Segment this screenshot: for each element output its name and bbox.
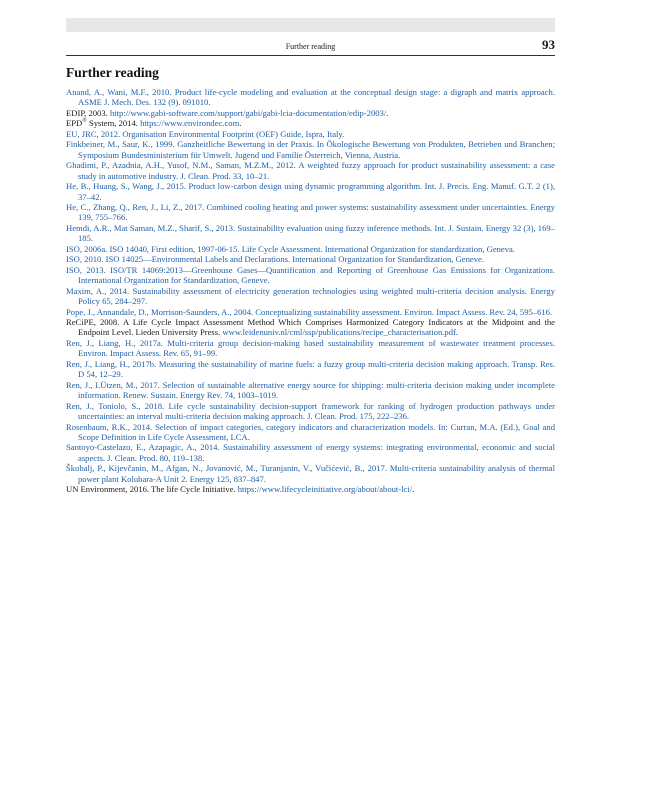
reference-item[interactable] <box>66 223 555 244</box>
reference-link[interactable]: www.leidenuniv.nl/cml/ssp/publications/recipe_characterisation.pdf <box>222 327 456 338</box>
reference-item[interactable] <box>66 401 555 422</box>
reference-item[interactable] <box>66 181 555 202</box>
reference-tail: . <box>455 327 459 338</box>
reference-item[interactable] <box>66 338 555 359</box>
reference-text: EDIP, 2003. <box>66 107 110 118</box>
reference-text-cont: System, 2014. <box>86 118 141 129</box>
reference-item[interactable] <box>66 380 555 401</box>
reference-link[interactable]: http://www.gabi-software.com/support/gabi/gabi-lcia-documentation/edip-2003/ <box>109 107 387 118</box>
reference-text: ISO, 2013. ISO/TR 14069:2013—Greenhouse Gases—Quantification and Reporting of Greenhouse Gas Emissions for Organizations. International Organization for Standardization, Geneve. <box>66 264 555 286</box>
reference-link[interactable]: https://www.environdec.com <box>140 118 240 129</box>
page-number: 93 <box>542 37 555 52</box>
registered-mark: ® <box>82 118 87 125</box>
reference-text: He, C., Zhang, Q., Ren, J., Li, Z., 2017. Combined cooling heating and power systems: sustainability assessment under uncertainties. Energy 139, 755–766. <box>66 201 555 223</box>
reference-text: Ren, J., Liang, H., 2017a. Multi-criteria group decision-making based sustainability measurement of wastewater treatment processes. Environ. Impact Assess. Rev. 65, 91–99. <box>66 337 555 359</box>
reference-item[interactable] <box>66 442 555 463</box>
reference-item[interactable] <box>66 265 555 286</box>
reference-item <box>66 118 555 128</box>
reference-tail: . <box>412 484 415 495</box>
section-title: Further reading <box>66 65 159 80</box>
reference-item[interactable] <box>66 139 555 160</box>
reference-item[interactable] <box>66 254 555 264</box>
reference-item[interactable] <box>66 202 555 223</box>
reference-text: Maxim, A., 2014. Sustainability assessment of electricity generation technologies using weighted multi-criteria decision analysis. Energy Policy 65, 284–297. <box>66 285 555 307</box>
reference-text: ISO, 2006a. ISO 14040, First edition, 1997-06-15. Life Cycle Assessment. International Organization for standardization, Geneva. <box>66 243 516 254</box>
reference-text: Ren, J., Toniolo, S., 2018. Life cycle sustainability decision-support framework for ranking of hydrogen production pathways under uncertainties: an interval multi-criteria decision making approach. J. Clean. Prod. 175, 222–236. <box>66 400 555 422</box>
reference-item <box>66 108 555 118</box>
reference-list <box>66 87 555 495</box>
reference-text: Hemdi, A.R., Mat Saman, M.Z., Sharif, S., 2013. Sustainability evaluation using fuzzy inference methods. Int. J. Sustain. Energy 32 (3), 169–185. <box>66 222 555 244</box>
reference-text: Finkbeiner, M., Saur, K., 1999. Ganzheitliche Bewertung in der Praxis. In Ökologische Bewertung von Produkten, Betrieben und Branchen; Symposium Bundesministerium für Umwelt. Jugend und Familie Österreich, Vienna, Austria. <box>66 139 555 160</box>
reference-item[interactable] <box>66 422 555 443</box>
reference-text: Ren, J., I.Ützen, M., 2017. Selection of sustainable alternative energy source for shipping: multi-criteria decision making under incomplete information. Renew. Sustain. Energy Rev. 74, 1003–1019. <box>66 379 555 401</box>
reference-text: Ren, J., Liang, H., 2017b. Measuring the sustainability of marine fuels: a fuzzy group multi-criteria decision making approach. Transp. Res. D 54, 12–29. <box>66 358 555 380</box>
header-divider <box>66 55 555 56</box>
reference-text: ReCiPE, 2008. A Life Cycle Impact Assessment Method Which Comprises Harmonized Category Indicators at the Midpoint and the Endpoint Level. Lieden University Press. <box>66 316 555 338</box>
reference-text: Ghadimi, P., Azadnia, A.H., Yusof, N.M., Saman, M.Z.M., 2012. A weighted fuzzy approach for product sustainability assessment: a case study in automotive industry. J. Clean. Prod. 33, 10–21. <box>66 160 555 181</box>
reference-item[interactable] <box>66 129 555 139</box>
reference-item[interactable] <box>66 286 555 307</box>
running-title: Further reading <box>285 42 336 51</box>
reference-text: Rosenbaum, R.K., 2014. Selection of impact categories, category indicators and characterization models. In: Curran, M.A. (Ed.), Goal and Scope Definition in Life Cycle Assessment, LCA. <box>66 421 555 442</box>
reference-item[interactable] <box>66 307 555 317</box>
reference-text: EPD <box>66 118 83 129</box>
page-header-bar <box>66 18 555 32</box>
reference-text: Anand, A., Wani, M.F., 2010. Product life-cycle modeling and evaluation at the conceptual design stage: a digraph and matrix approach. ASME J. Mech. Des. 132 (9). 091010. <box>66 87 555 108</box>
reference-item[interactable] <box>66 463 555 484</box>
reference-text: He, B., Huang, S., Wang, J., 2015. Product low-carbon design using dynamic programming algorithm. Int. J. Precis. Eng. Manuf. G.T. 2 (1), 37–42. <box>66 181 555 202</box>
reference-text: Škobalj, P., Kijevčanin, M., Afgan, N., Jovanović, M., Turanjanin, V., Vučićević, B., 2017. Multi-criteria sustainability analysis of thermal power plant Kolubara-A Unit 2. Energy 125, 837–847. <box>66 463 555 484</box>
reference-tail: . <box>386 107 389 118</box>
reference-item[interactable] <box>66 87 555 108</box>
reference-item[interactable] <box>66 160 555 181</box>
reference-text: ISO, 2010. ISO 14025—Environmental Labels and Declarations. International Organization for Standardization, Geneve. <box>66 254 484 265</box>
reference-text: UN Environment, 2016. The life Cycle Initiative. <box>66 484 238 495</box>
reference-text: Pope, J., Annandale, D., Morrison-Saunders, A., 2004. Conceptualizing sustainability assessment. Environ. Impact Assess. Rev. 24, 595–616. <box>66 306 553 317</box>
reference-item[interactable] <box>66 244 555 254</box>
reference-tail: . <box>239 118 242 129</box>
running-head <box>66 37 555 55</box>
reference-text: Santoyo-Castelazo, E., Azapagic, A., 2014. Sustainability assessment of energy systems: integrating environmental, economic and social aspects. J. Clean. Prod. 80, 119–138. <box>66 442 555 463</box>
reference-item <box>66 484 555 494</box>
reference-item[interactable] <box>66 359 555 380</box>
reference-item <box>66 317 555 338</box>
reference-link[interactable]: https://www.lifecycleinitiative.org/about/about-lci/ <box>237 484 413 495</box>
reference-text: EU, JRC, 2012. Organisation Environmental Footprint (OEF) Guide, Ispra, Italy. <box>66 128 345 139</box>
